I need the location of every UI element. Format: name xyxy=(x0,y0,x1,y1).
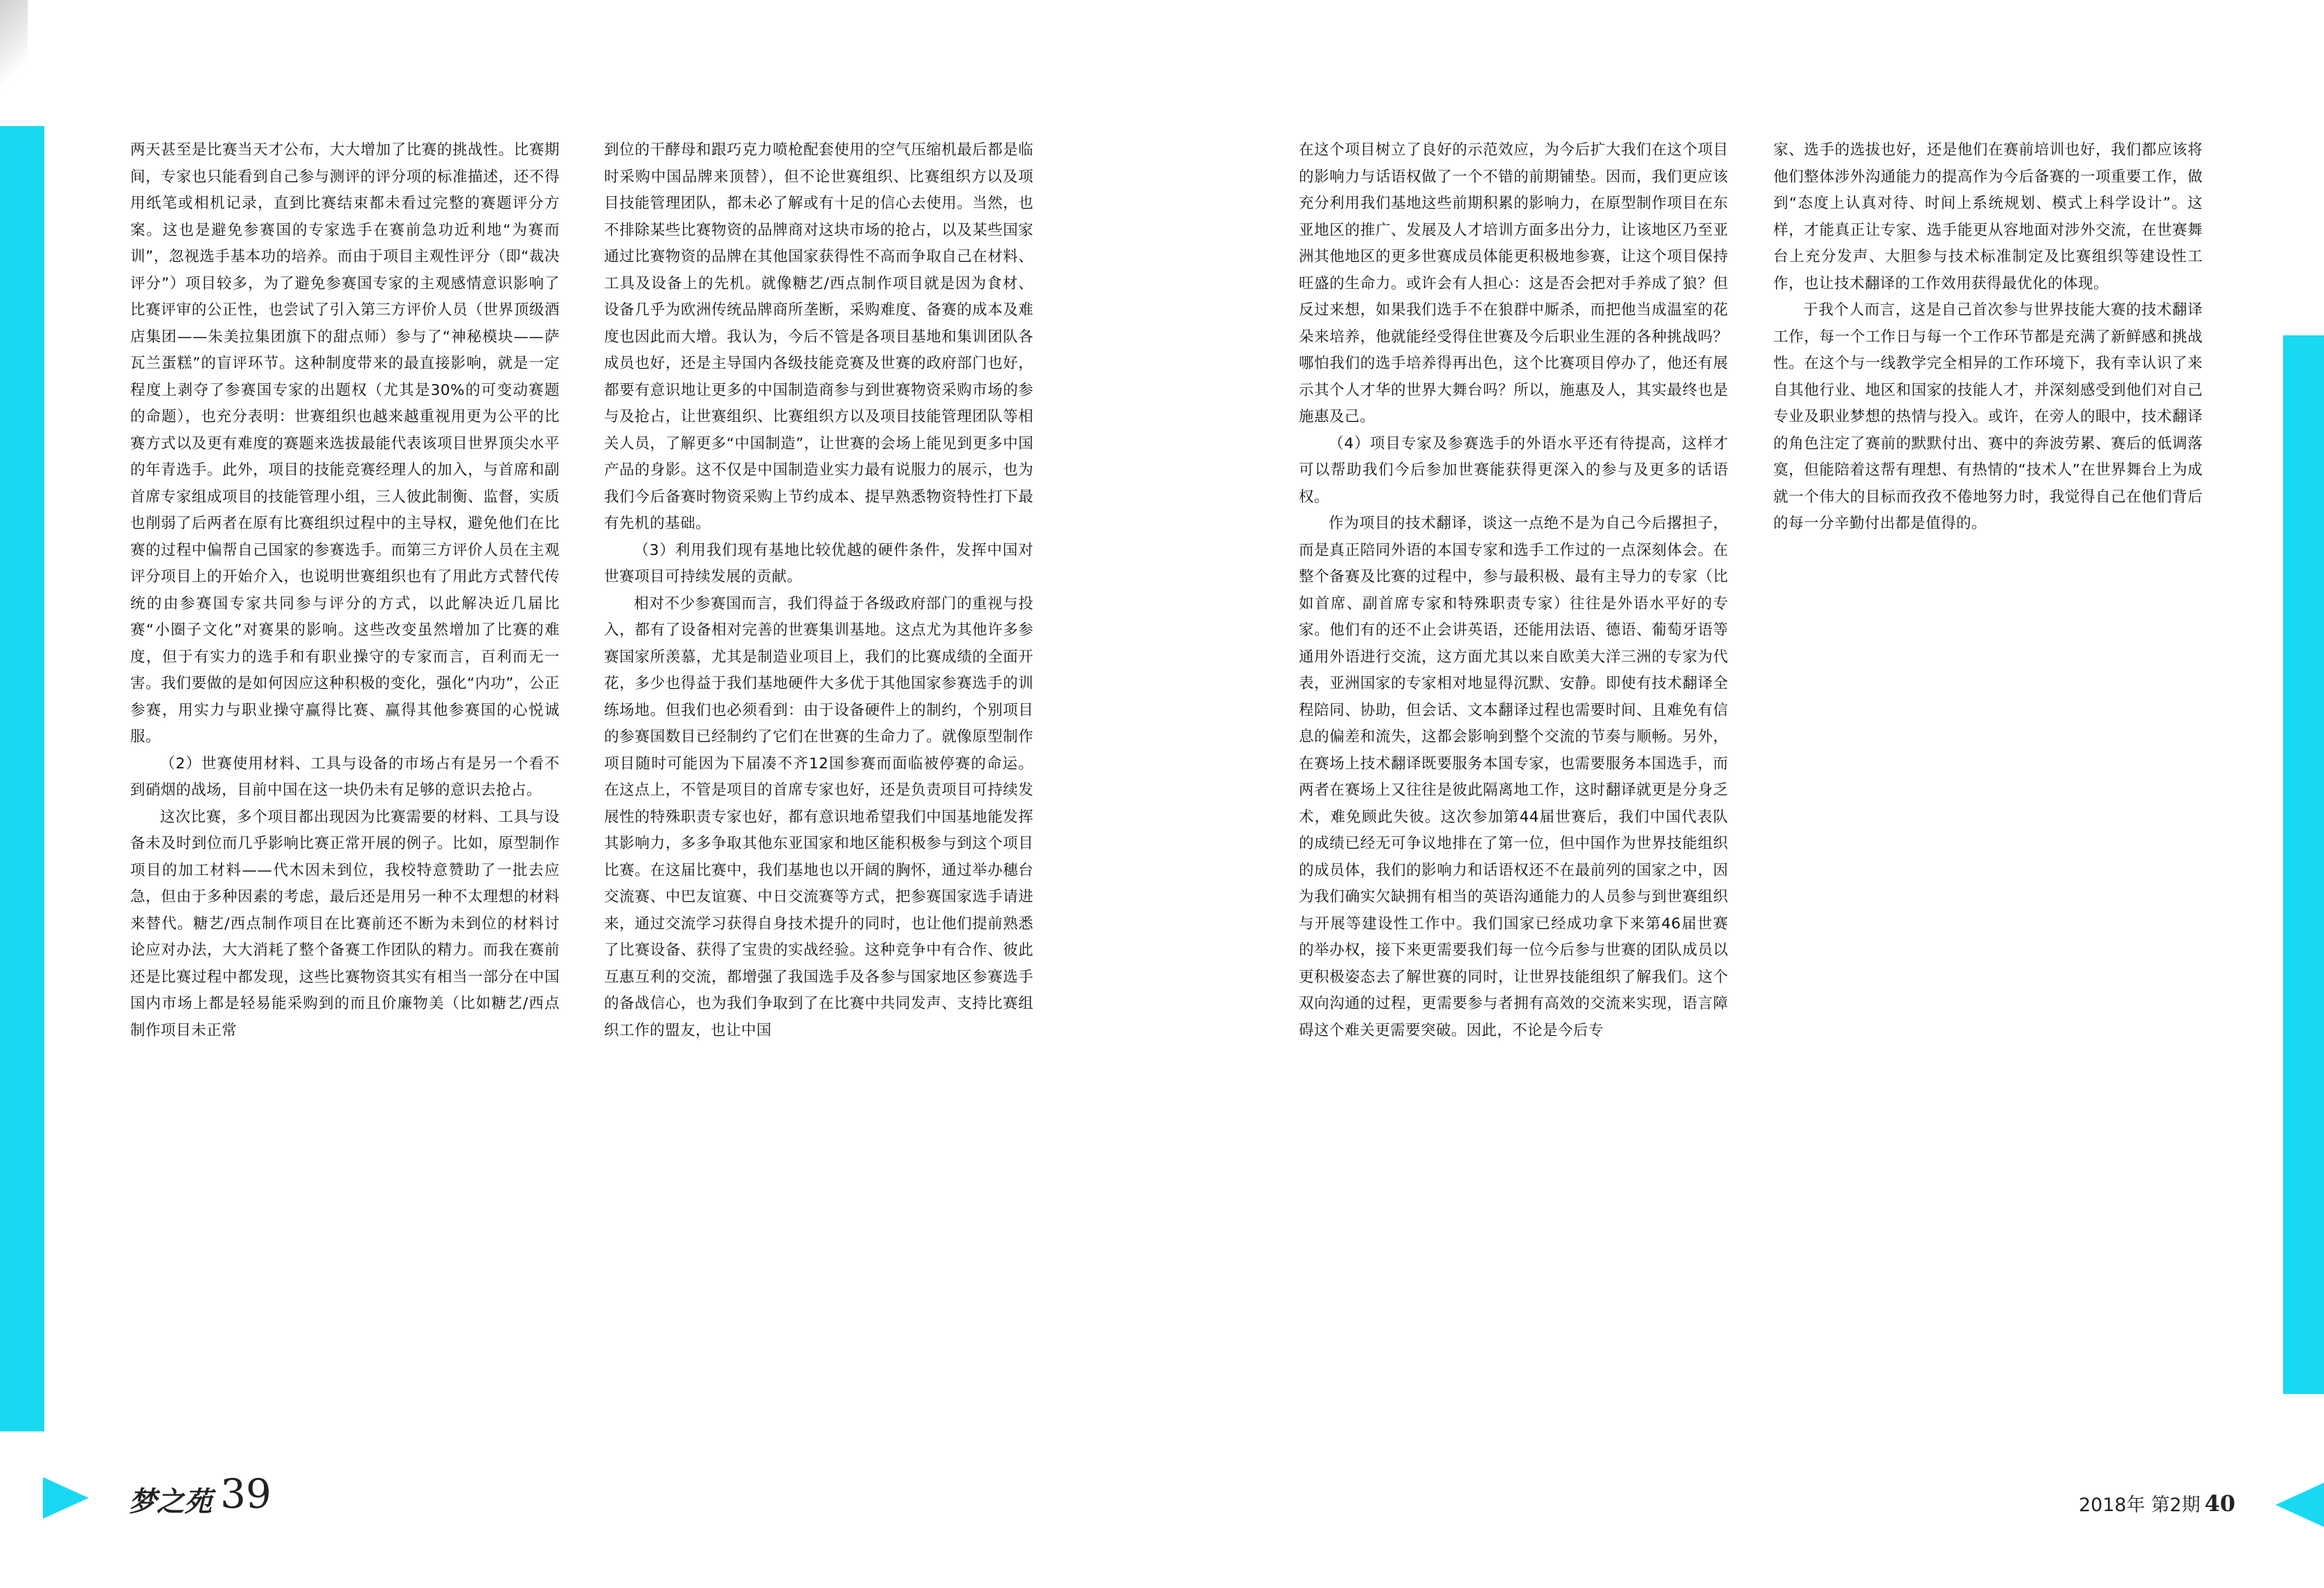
issue-label: 2018年 第2期 xyxy=(2078,1494,2201,1516)
text-column-4 xyxy=(1773,137,2203,538)
paragraph: 在这个项目树立了良好的示范效应，为今后扩大我们在这个项目的影响力与话语权做了一个不错的前期铺垫。因而，我们更应该充分利用我们基地这些前期积累的影响力，在原型制作项目在东亚地区的推广、发展及人才培训方面多出分力，让该地区乃至亚洲其他地区的更多世赛成员体能更积极地参赛，让这个项目保持旺盛的生命力。或许会有人担心：这是否会把对手养成了狼？但反过来想，如果我们选手不在狼群中厮杀，而把他当成温室的花朵来培养，他就能经受得住世赛及今后职业生涯的各种挑战吗？哪怕我们的选手培养得再出色，这个比赛项目停办了，他还有展示其个人才华的世界大舞台吗？所以，施惠及人，其实最终也是施惠及己。 xyxy=(1299,141,1728,425)
paragraph: 于我个人而言，这是自己首次参与世界技能大赛的技术翻译工作，每一个工作日与每一个工作环节都是充满了新鲜感和挑战性。在这个与一线教学完全相异的工作环境下，我有幸认识了来自其他行业、地区和国家的技能人才，并深刻感受到他们对自己专业及职业梦想的热情与投入。或许，在旁人的眼中，技术翻译的角色注定了赛前的默默付出、赛中的奔波劳累、赛后的低调落寞，但能陪着这帮有理想、有热情的“技术人”在世界舞台上为成就一个伟大的目标而孜孜不倦地努力时，我觉得自己在他们背后的每一分辛勤付出都是值得的。 xyxy=(1773,301,2203,532)
paragraph: 相对不少参赛国而言，我们得益于各级政府部门的重视与投入，都有了设备相对完善的世赛集训基地。这点尤为其他许多参赛国家所羡慕，尤其是制造业项目上，我们的比赛成绩的全面开花，多少也得益于我们基地硬件大多优于其他国家参赛选手的训练场地。但我们也必须看到：由于设备硬件上的制约，个别项目的参赛国数目已经制约了它们在世赛的生命力了。就像原型制作项目随时可能因为下届凑不齐12国参赛而面临被停赛的命运。在这点上，不管是项目的首席专家也好，还是负责项目可持续发展性的特殊职责专家也好，都有意识地希望我们中国基地能发挥其影响力，多多争取其他东亚国家和地区能积极参与到这个项目比赛。在这届比赛中，我们基地也以开阔的胸怀，通过举办穗台交流赛、中巴友谊赛、中日交流赛等方式，把参赛国家选手请进来，通过交流学习获得自身技术提升的同时，也让他们提前熟悉了比赛设备、获得了宝贵的实战经验。这种竞争中有合作、彼此互惠互利的交流，都增强了我国选手及各参与国家地区参赛选手的备战信心，也为我们争取到了在比赛中共同发声、支持比赛组织工作的盟友，也让中国 xyxy=(604,594,1034,1039)
paragraph: 这次比赛，多个项目都出现因为比赛需要的材料、工具与设备未及时到位而几乎影响比赛正常开展的例子。比如，原型制作项目的加工材料——代木因未到位，我校特意赞助了一批去应急，但由于多种因素的考虑，最后还是用另一种不太理想的材料来替代。糖艺/西点制作项目在比赛前还不断为未到位的材料讨论应对办法，大大消耗了整个备赛工作团队的精力。而我在赛前还是比赛过程中都发现，这些比赛物资其实有相当一部分在中国国内市场上都是轻易能采购到的而且价廉物美（比如糖艺/西点制作项目未正常 xyxy=(130,808,560,1039)
text-column-2 xyxy=(604,137,1034,1044)
paragraph: 到位的干酵母和跟巧克力喷枪配套使用的空气压缩机最后都是临时采购中国品牌来顶替），但不论世赛组织、比赛组织方以及项目技能管理团队，都未必了解或有十足的信心去使用。当然，也不排除某些比赛物资的品牌商对这块市场的抢占，以及某些国家通过比赛物资的品牌在其他国家获得性不高而争取自己在材料、工具及设备上的先机。就像糖艺/西点制作项目就是因为食材、设备几乎为欧洲传统品牌商所垄断，采购难度、备赛的成本及难度也因此而大增。我认为，今后不管是各项目基地和集训团队各成员也好，还是主导国内各级技能竞赛及世赛的政府部门也好，都要有意识地让更多的中国制造商参与到世赛物资采购市场的参与及抢占，让世赛组织、比赛组织方以及项目技能管理团队等相关人员，了解更多“中国制造”，让世赛的会场上能见到更多中国产品的身影。这不仅是中国制造业实力最有说服力的展示，也为我们今后备赛时物资采购上节约成本、提早熟悉物资特性打下最有先机的基础。 xyxy=(604,141,1034,532)
left-accent-bar xyxy=(0,126,44,1431)
page-fold-shadow xyxy=(0,0,28,125)
page-number-left: 39 xyxy=(220,1470,272,1517)
triangle-right-icon xyxy=(43,1477,89,1519)
footer-right xyxy=(2079,1490,2235,1517)
paragraph: （4）项目专家及参赛选手的外语水平还有待提高，这样才可以帮助我们今后参加世赛能获得更深入的参与及更多的话语权。 xyxy=(1299,434,1728,506)
page-number-right: 40 xyxy=(2204,1490,2235,1517)
paragraph: （3）利用我们现有基地比较优越的硬件条件，发挥中国对世赛项目可持续发展的贡献。 xyxy=(604,541,1034,585)
paragraph: 两天甚至是比赛当天才公布，大大增加了比赛的挑战性。比赛期间，专家也只能看到自己参与测评的评分项的标准描述，还不得用纸笔或相机记录，直到比赛结束都未看过完整的赛题评分方案。这也是避免参赛国的专家选手在赛前急功近利地“为赛而训”，忽视选手基本功的培养。而由于项目主观性评分（即“裁决评分”）项目较多，为了避免参赛国专家的主观感情意识影响了比赛评审的公正性，也尝试了引入第三方评价人员（世界顶级酒店集团——朱美拉集团旗下的甜点师）参与了“神秘模块——萨瓦兰蛋糕”的盲评环节。这种制度带来的最直接影响，就是一定程度上剥夺了参赛国专家的出题权（尤其是30%的可变动赛题的命题），也充分表明：世赛组织也越来越重视用更为公平的比赛方式以及更有难度的赛题来选拔最能代表该项目世界顶尖水平的年青选手。此外，项目的技能竞赛经理人的加入，与首席和副首席专家组成项目的技能管理小组，三人彼此制衡、监督，实质也削弱了后两者在原有比赛组织过程中的主导权，避免他们在比赛的过程中偏帮自己国家的参赛选手。而第三方评价人员在主观评分项目上的开始介入，也说明世赛组织也有了用此方式替代传统的由参赛国专家共同参与评分的方式，以此解决近几届比赛“小圈子文化”对赛果的影响。这些改变虽然增加了比赛的难度，但于有实力的选手和有职业操守的专家而言，百利而无一害。我们要做的是如何因应这种积极的变化，强化“内功”，公正参赛，用实力与职业操守赢得比赛、赢得其他参赛国的心悦诚服。 xyxy=(130,141,560,746)
magazine-name: 梦之苑 xyxy=(129,1485,212,1518)
paragraph: 家、选手的选拔也好，还是他们在赛前培训也好，我们都应该将他们整体涉外沟通能力的提高作为今后备赛的一项重要工作，做到“态度上认真对待、时间上系统规划、模式上科学设计”。这样，才能真正让专家、选手能更从容地面对涉外交流，在世赛舞台上充分发声、大胆参与技术标准制定及比赛组织等建设性工作，也让技术翻译的工作效用获得最优化的体现。 xyxy=(1773,141,2203,292)
text-column-1 xyxy=(130,137,560,1044)
triangle-left-icon xyxy=(2276,1483,2324,1527)
paragraph: 作为项目的技术翻译，谈这一点绝不是为自己今后撂担子，而是真正陪同外语的本国专家和选手工作过的一点深刻体会。在整个备赛及比赛的过程中，参与最积极、最有主导力的专家（比如首席、副首席专家和特殊职责专家）往往是外语水平好的专家。他们有的还不止会讲英语，还能用法语、德语、葡萄牙语等通用外语进行交流，这方面尤其以来自欧美大洋三洲的专家为代表，亚洲国家的专家相对地显得沉默、安静。即使有技术翻译全程陪同、协助，但会话、文本翻译过程也需要时间、且难免有信息的偏差和流失，这都会影响到整个交流的节奏与顺畅。另外，在赛场上技术翻译既要服务本国专家，也需要服务本国选手，而两者在赛场上又往往是彼此隔离地工作，这时翻译就更是分身乏术，难免顾此失彼。这次参加第44届世赛后，我们中国代表队的成绩已经无可争议地排在了第一位，但中国作为世界技能组织的成员体，我们的影响力和话语权还不在最前列的国家之中，因为我们确实欠缺拥有相当的英语沟通能力的人员参与到世赛组织与开展等建设性工作中。我们国家已经成功拿下来第46届世赛的举办权，接下来更需要我们每一位今后参与世赛的团队成员以更积极姿态去了解世赛的同时，让世界技能组织了解我们。这个双向沟通的过程，更需要参与者拥有高效的交流来实现，语言障碍这个难关更需要突破。因此，不论是今后专 xyxy=(1299,515,1728,1039)
text-column-3 xyxy=(1299,137,1728,1044)
right-accent-bar xyxy=(2283,335,2324,1394)
paragraph: （2）世赛使用材料、工具与设备的市场占有是另一个看不到硝烟的战场，目前中国在这一块仍未有足够的意识去抢占。 xyxy=(130,755,560,799)
